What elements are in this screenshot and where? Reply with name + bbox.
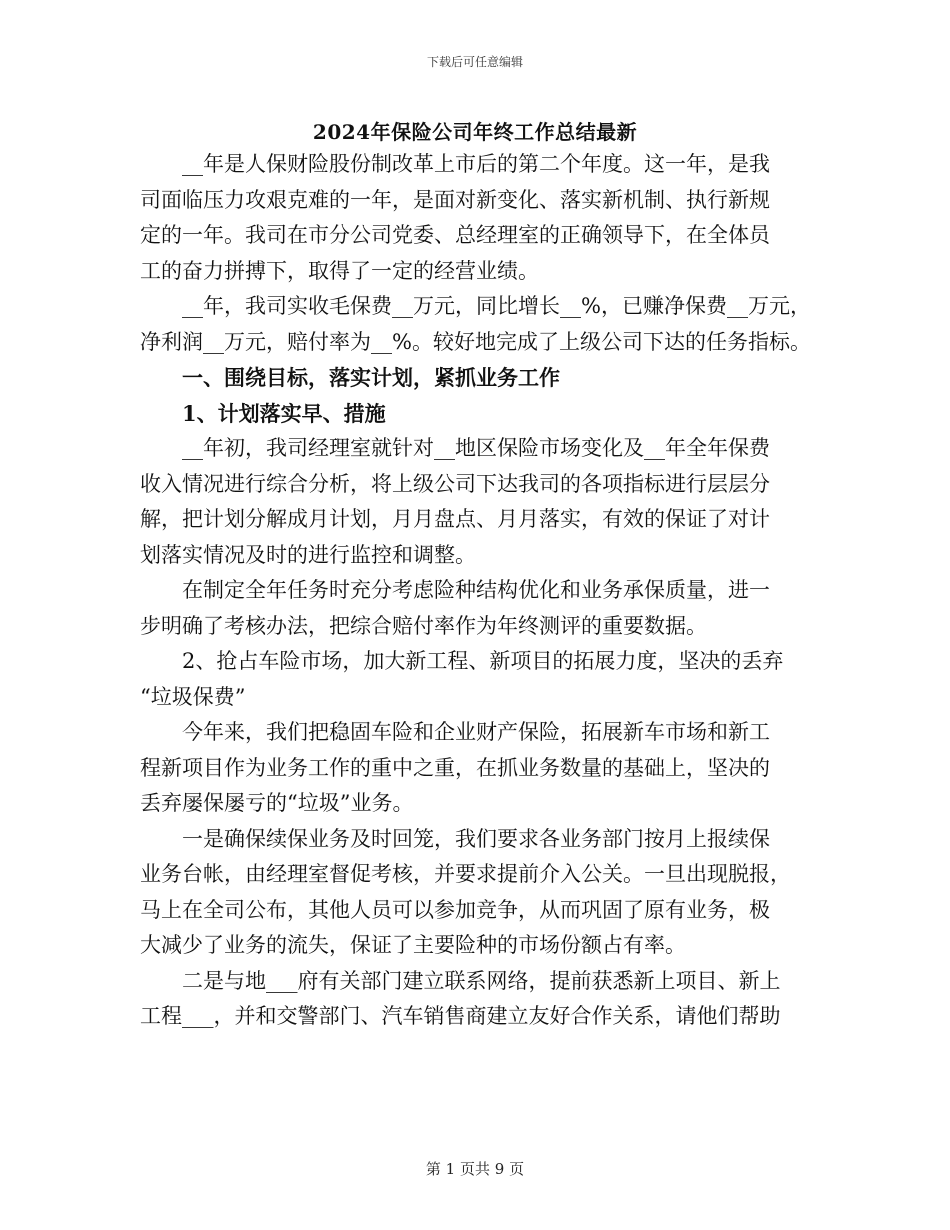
paragraph-line: 司面临压力攻艰克难的一年，是面对新变化、落实新机制、执行新规 xyxy=(140,187,770,212)
section-heading-line: 一、围绕目标，落实计划，紧抓业务工作 xyxy=(182,365,560,390)
paragraph-line: 解，把计划分解成月计划，月月盘点、月月落实，有效的保证了对计 xyxy=(140,507,770,531)
paragraph-line: 一是确保续保业务及时回笼，我们要求各业务部门按月上报续保 xyxy=(182,826,770,851)
paragraph-line: 收入情况进行综合分析，将上级公司下达我司的各项指标进行层层分 xyxy=(140,471,770,496)
paragraph-line: 步明确了考核办法，把综合赔付率作为年终测评的重要数据。 xyxy=(140,613,707,638)
paragraph-line: 马上在全司公布，其他人员可以参加竞争，从而巩固了原有业务，极 xyxy=(140,897,770,922)
paragraph-line: 划落实情况及时的进行监控和调整。 xyxy=(140,542,476,567)
paragraph-line: “垃圾保费” xyxy=(140,684,246,709)
paragraph-line: 大减少了业务的流失，保证了主要险种的市场份额占有率。 xyxy=(140,933,686,957)
document-body xyxy=(140,147,816,1035)
paragraph-line: 定的一年。我司在市分公司党委、总经理室的正确领导下，在全体员 xyxy=(140,223,770,247)
paragraph-line: 程新项目作为业务工作的重中之重，在抓业务数量的基础上，坚决的 xyxy=(140,755,770,780)
paragraph-line: 业务台帐，由经理室督促考核，并要求提前介入公关。一旦出现脱报， xyxy=(140,862,791,886)
paragraph-line: 今年来，我们把稳固车险和企业财产保险，拓展新车市场和新工 xyxy=(182,720,770,744)
paragraph-line: 丢弃屡保屡亏的“垃圾”业务。 xyxy=(140,791,414,815)
paragraph-line: __年，我司实收毛保费__万元，同比增长__%，已赚净保费__万元， xyxy=(182,294,811,318)
page-header: 下载后可任意编辑 xyxy=(426,55,523,69)
paragraph-line: __年是人保财险股份制改革上市后的第二个年度。这一年，是我 xyxy=(182,152,770,176)
paragraph-line: 二是与地___府有关部门建立联系网络，提前获悉新上项目、新上 xyxy=(182,968,781,993)
page-footer: 第 1 页共 9 页 xyxy=(425,1160,525,1178)
paragraph-line: 2、抢占车险市场，加大新工程、新项目的拓展力度，坚决的丢弃 xyxy=(182,649,784,673)
paragraph-line: 在制定全年任务时充分考虑险种结构优化和业务承保质量，进一 xyxy=(182,578,770,602)
paragraph-line: 工程___，并和交警部门、汽车销售商建立友好合作关系，请他们帮助 xyxy=(140,1004,781,1028)
paragraph-line: __年初，我司经理室就针对__地区保险市场变化及__年全年保费 xyxy=(182,436,770,460)
paragraph-line: 净利润__万元，赔付率为__%。较好地完成了上级公司下达的任务指标。 xyxy=(140,329,811,354)
document-title: 2024年保险公司年终工作总结最新 xyxy=(312,120,638,144)
section-heading-line: 1、计划落实早、措施 xyxy=(182,400,386,426)
paragraph-line: 工的奋力拼搏下，取得了一定的经营业绩。 xyxy=(140,258,539,283)
